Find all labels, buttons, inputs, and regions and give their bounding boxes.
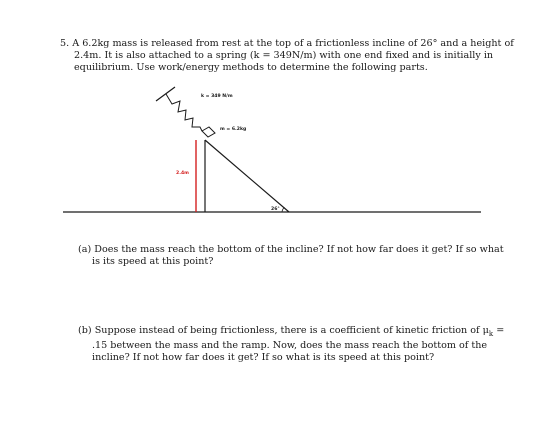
angle-label: 26° [271,207,280,212]
height-label: 2.4m [176,171,189,176]
spring [166,94,202,131]
part-b-text-after: = .15 between the mass and the ramp. Now, does the mass reach the bottom of the incline? If not how far does it get? If so what is its speed at this point? [92,325,505,364]
incline-triangle [205,140,289,212]
part-b-text-before: Suppose instead of being frictionless, there is a coefficient of kinetic friction of μ [94,325,489,336]
angle-arc [282,207,285,212]
part-b [78,325,510,365]
part-a-label: (a) [78,244,92,255]
problem-number: 5. [60,38,70,49]
spring-wall [156,87,175,101]
mass-label: m = 6.2kg [220,127,247,132]
friction-subscript: k [488,329,494,338]
part-a-text: Does the mass reach the bottom of the incline? If not how far does it get? If so what is its speed at this point? [92,244,504,268]
part-a [78,244,510,268]
problem-text: A 6.2kg mass is released from rest at the top of a frictionless incline of 26° and a height of 2.4m. It is also attached to a spring (k = 349N/m) with one end fixed and is initially in equilibrium. Use work/energy methods to determine the following parts. [72,38,514,74]
mass-block [202,127,215,137]
part-b-label: (b) [78,325,92,336]
spring-constant-label: k = 349 N/m [201,94,233,99]
